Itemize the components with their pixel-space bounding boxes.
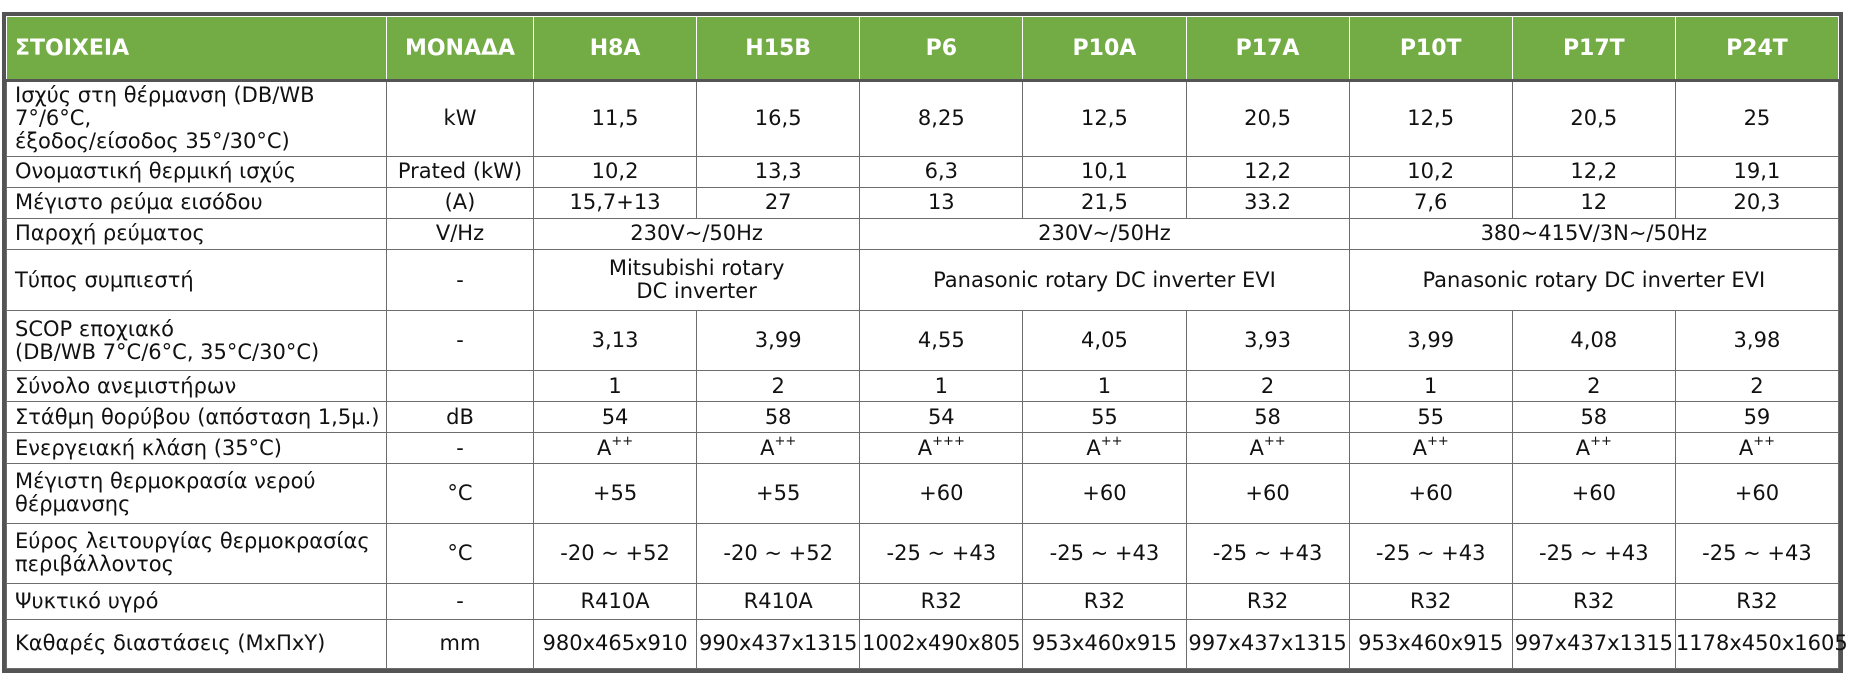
group-cell: Panasonic rotary DC inverter EVI	[860, 249, 1349, 311]
header-cell: P17A	[1186, 17, 1349, 81]
header-cell: P17T	[1512, 17, 1675, 81]
value-cell: +60	[860, 464, 1023, 524]
table-row	[7, 523, 1839, 583]
header-cell: P10T	[1349, 17, 1512, 81]
value-cell: 20,5	[1512, 81, 1675, 157]
row-label: Ενεργειακή κλάση (35°C)	[7, 433, 387, 464]
table-row	[7, 249, 1839, 311]
value-cell: 4,55	[860, 311, 1023, 371]
unit-cell: (A)	[387, 187, 534, 218]
unit-cell: Prated (kW)	[387, 156, 534, 187]
value-cell: R32	[1349, 583, 1512, 619]
value-cell: +60	[1512, 464, 1675, 524]
value-cell: 19,1	[1675, 156, 1838, 187]
value-cell: 55	[1023, 402, 1186, 433]
header-cell: H15B	[697, 17, 860, 81]
value-cell: 2	[1675, 371, 1838, 402]
header-cell: ΣΤΟΙΧΕΙΑ	[7, 17, 387, 81]
value-cell: -25 ~ +43	[1675, 523, 1838, 583]
energy-class-cell: A++	[1512, 433, 1675, 464]
value-cell: -25 ~ +43	[1349, 523, 1512, 583]
table-row	[7, 311, 1839, 371]
value-cell: 20,3	[1675, 187, 1838, 218]
energy-class-cell: A++	[1349, 433, 1512, 464]
value-cell: 2	[1186, 371, 1349, 402]
value-cell: 1002x490x805	[860, 619, 1023, 668]
unit-cell: V/Hz	[387, 218, 534, 249]
group-cell: 380~415V/3N~/50Hz	[1349, 218, 1838, 249]
energy-class-cell: A++	[1186, 433, 1349, 464]
unit-cell: mm	[387, 619, 534, 668]
value-cell: 2	[697, 371, 860, 402]
value-cell: 953x460x915	[1023, 619, 1186, 668]
value-cell: 12,2	[1186, 156, 1349, 187]
spec-table	[6, 16, 1848, 669]
value-cell: 33.2	[1186, 187, 1349, 218]
value-cell: -25 ~ +43	[1512, 523, 1675, 583]
group-cell: Mitsubishi rotary DC inverter	[534, 249, 860, 311]
row-label: Στάθμη θορύβου (απόσταση 1,5μ.)	[7, 402, 387, 433]
value-cell: 3,98	[1675, 311, 1838, 371]
value-cell: 997x437x1315	[1512, 619, 1675, 668]
value-cell: 1	[860, 371, 1023, 402]
value-cell: 3,13	[534, 311, 697, 371]
spec-table-frame	[2, 12, 1848, 673]
value-cell: 12	[1512, 187, 1675, 218]
value-cell: +60	[1186, 464, 1349, 524]
row-label: Τύπος συμπιεστή	[7, 249, 387, 311]
value-cell: 6,3	[860, 156, 1023, 187]
row-label: Ψυκτικό υγρό	[7, 583, 387, 619]
value-cell: 1	[1349, 371, 1512, 402]
value-cell: 58	[1186, 402, 1349, 433]
header-cell: P24T	[1675, 17, 1838, 81]
value-cell: R32	[1675, 583, 1838, 619]
value-cell: +60	[1675, 464, 1838, 524]
table-row	[7, 81, 1839, 157]
value-cell: 11,5	[534, 81, 697, 157]
value-cell: 58	[697, 402, 860, 433]
table-row	[7, 583, 1839, 619]
value-cell: +55	[697, 464, 860, 524]
group-cell: 230V~/50Hz	[534, 218, 860, 249]
value-cell: 55	[1349, 402, 1512, 433]
unit-cell: -	[387, 433, 534, 464]
table-row	[7, 371, 1839, 402]
unit-cell: °C	[387, 523, 534, 583]
row-label: Σύνολο ανεμιστήρων	[7, 371, 387, 402]
row-label: Μέγιστο ρεύμα εισόδου	[7, 187, 387, 218]
unit-cell: -	[387, 311, 534, 371]
unit-cell: kW	[387, 81, 534, 157]
row-label: Ονομαστική θερμική ισχύς	[7, 156, 387, 187]
value-cell: 990x437x1315	[697, 619, 860, 668]
value-cell: 21,5	[1023, 187, 1186, 218]
value-cell: 54	[860, 402, 1023, 433]
value-cell: 1	[534, 371, 697, 402]
value-cell: 54	[534, 402, 697, 433]
value-cell: 16,5	[697, 81, 860, 157]
energy-class-cell: A++	[697, 433, 860, 464]
value-cell: 953x460x915	[1349, 619, 1512, 668]
table-row	[7, 619, 1839, 668]
value-cell: 58	[1512, 402, 1675, 433]
value-cell: -25 ~ +43	[860, 523, 1023, 583]
value-cell: 15,7+13	[534, 187, 697, 218]
value-cell: R410A	[697, 583, 860, 619]
row-label: Ισχύς στη θέρμανση (DB/WB 7°/6°C, έξοδος/είσοδος 35°/30°C)	[7, 81, 387, 157]
value-cell: 10,2	[534, 156, 697, 187]
value-cell: 8,25	[860, 81, 1023, 157]
row-label: Εύρος λειτουργίας θερμοκρασίας περιβάλλοντος	[7, 523, 387, 583]
header-cell: P6	[860, 17, 1023, 81]
table-row	[7, 156, 1839, 187]
energy-class-cell: A++	[1023, 433, 1186, 464]
table-row	[7, 464, 1839, 524]
value-cell: R410A	[534, 583, 697, 619]
unit-cell: -	[387, 249, 534, 311]
value-cell: 20,5	[1186, 81, 1349, 157]
value-cell: 10,2	[1349, 156, 1512, 187]
table-row	[7, 218, 1839, 249]
row-label: SCOP εποχιακό (DB/WB 7°C/6°C, 35°C/30°C)	[7, 311, 387, 371]
value-cell: 12,5	[1023, 81, 1186, 157]
table-row	[7, 433, 1839, 464]
value-cell: 3,99	[1349, 311, 1512, 371]
value-cell: 13,3	[697, 156, 860, 187]
value-cell: 3,99	[697, 311, 860, 371]
value-cell: 4,05	[1023, 311, 1186, 371]
row-label: Παροχή ρεύματος	[7, 218, 387, 249]
unit-cell: dB	[387, 402, 534, 433]
value-cell: -20 ~ +52	[534, 523, 697, 583]
value-cell: 7,6	[1349, 187, 1512, 218]
value-cell: R32	[1023, 583, 1186, 619]
value-cell: +55	[534, 464, 697, 524]
value-cell: -20 ~ +52	[697, 523, 860, 583]
group-cell: 230V~/50Hz	[860, 218, 1349, 249]
value-cell: R32	[1512, 583, 1675, 619]
unit-cell	[387, 371, 534, 402]
value-cell: 980x465x910	[534, 619, 697, 668]
energy-class-cell: A+++	[860, 433, 1023, 464]
group-cell: Panasonic rotary DC inverter EVI	[1349, 249, 1838, 311]
energy-class-cell: A++	[534, 433, 697, 464]
value-cell: 1178x450x1605	[1675, 619, 1838, 668]
value-cell: -25 ~ +43	[1186, 523, 1349, 583]
unit-cell: °C	[387, 464, 534, 524]
value-cell: 10,1	[1023, 156, 1186, 187]
value-cell: R32	[1186, 583, 1349, 619]
header-cell: ΜΟΝΑΔΑ	[387, 17, 534, 81]
row-label: Καθαρές διαστάσεις (ΜxΠxΥ)	[7, 619, 387, 668]
value-cell: 59	[1675, 402, 1838, 433]
energy-class-cell: A++	[1675, 433, 1838, 464]
value-cell: +60	[1349, 464, 1512, 524]
value-cell: 25	[1675, 81, 1838, 157]
header-cell: P10A	[1023, 17, 1186, 81]
unit-cell: -	[387, 583, 534, 619]
value-cell: 3,93	[1186, 311, 1349, 371]
header-cell: H8A	[534, 17, 697, 81]
value-cell: +60	[1023, 464, 1186, 524]
value-cell: R32	[860, 583, 1023, 619]
value-cell: 1	[1023, 371, 1186, 402]
value-cell: 2	[1512, 371, 1675, 402]
table-row	[7, 187, 1839, 218]
value-cell: -25 ~ +43	[1023, 523, 1186, 583]
value-cell: 997x437x1315	[1186, 619, 1349, 668]
value-cell: 12,5	[1349, 81, 1512, 157]
value-cell: 13	[860, 187, 1023, 218]
value-cell: 12,2	[1512, 156, 1675, 187]
value-cell: 27	[697, 187, 860, 218]
header-row	[7, 17, 1839, 81]
table-row	[7, 402, 1839, 433]
row-label: Μέγιστη θερμοκρασία νερού θέρμανσης	[7, 464, 387, 524]
value-cell: 4,08	[1512, 311, 1675, 371]
